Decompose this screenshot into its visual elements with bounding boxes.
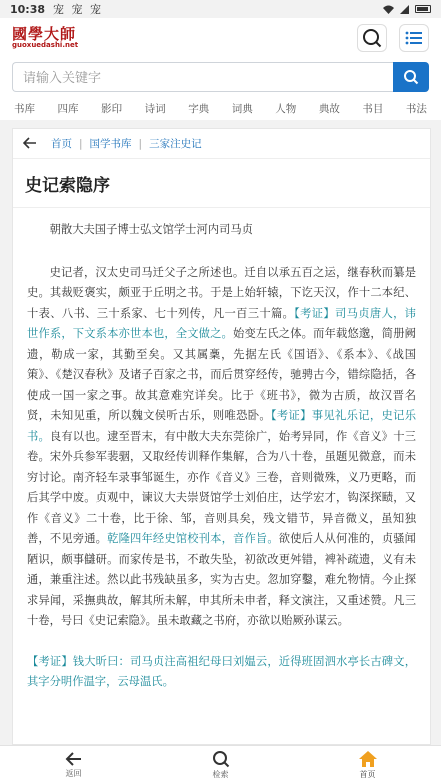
nav-home-button[interactable]	[294, 746, 441, 783]
breadcrumb-separator: |	[138, 137, 143, 150]
breadcrumb-separator: |	[79, 137, 83, 150]
category-shufa[interactable]: 书法	[405, 102, 427, 115]
menu-button[interactable]	[399, 24, 429, 52]
breadcrumb-home[interactable]: 首页	[51, 138, 72, 150]
header-search-button[interactable]	[357, 24, 387, 52]
category-nav	[0, 96, 441, 120]
page-title: 史记索隐序	[13, 159, 430, 208]
article-content	[13, 208, 430, 693]
status-bar	[0, 0, 441, 18]
nav-search-button[interactable]	[147, 746, 294, 783]
category-cidian[interactable]: 词典	[231, 102, 253, 115]
category-renwu[interactable]: 人物	[275, 102, 297, 115]
nav-search-label: 检索	[212, 769, 229, 779]
logo-text: 國學大師	[12, 25, 77, 43]
search-icon	[362, 28, 382, 48]
search-icon	[212, 750, 230, 768]
search-submit-button[interactable]	[393, 62, 429, 92]
breadcrumb-book[interactable]: 三家注史记	[149, 138, 202, 150]
annotation-link[interactable]: 乾隆四年经史馆校刊本，音作旨。	[107, 532, 279, 545]
search-bar	[0, 58, 441, 96]
category-yingyin[interactable]: 影印	[101, 102, 123, 115]
paragraph-text: 史记者，汉太史司马迁父子之所述也。迁自以承五百之运，继春秋而纂是史。其裁贬褒实，颇亚于丘明之书。于是上始轩辕，下讫天汉，作十二本纪、十表、八书、三十系家、七十列传，凡一百三十篇。	[27, 265, 416, 320]
paragraph-text: 良有以也。逮至晋末，有中散大夫东莞徐广，始考异同，作《音义》十三卷。宋外兵参军裴骃，又取经传训释作集解，合为八十卷，虽题见微意，而未穷讨论。南齐轻车录事邹诞生，亦作《音义》三卷，音则微殊，义乃更略，而后其学中废。贞观中，谏议大夫崇贤馆学士刘伯庄，达学宏才，钩深探赜，又作《音义》二十卷，比于徐、邹，音则具矣，残文错节，异音微义，虽知独善，不见旁通。	[27, 429, 416, 545]
paragraph	[27, 263, 416, 632]
back-arrow-icon[interactable]	[23, 134, 39, 153]
top-bar	[0, 18, 441, 58]
bottom-nav	[0, 745, 441, 783]
search-input[interactable]	[12, 62, 393, 92]
nav-home-label: 首页	[359, 769, 376, 779]
article-card	[12, 128, 431, 745]
annotation-link[interactable]: 【考证】司马贞唐人，讳世作系，下文系本亦世本也，全文做之。	[27, 306, 416, 340]
paragraph-text: 欲使后人从何准的，贞骚闻陋识，颇事讎研。而家传是书，不敢失坠，初欲改更舛错，裨补疏遗，义有未通，兼重注述。然以此书残缺虽多，实为古史。忽加穿鑿，难允物情。今止探求异闻，采撫典故，解其所未解，申其所未申者，释文演注，又重述赞。凡三十卷，号曰《史记索隐》。虽未敢藏之书府，亦欲以贻厥孙谋云。	[27, 532, 416, 627]
logo-domain: guoxuedashi.net	[12, 41, 79, 49]
breadcrumb	[13, 129, 430, 159]
site-logo[interactable]	[12, 27, 78, 49]
signal-icon	[400, 5, 409, 14]
annotation-paragraph[interactable]: 【考证】钱大昕曰：司马贞注高祖纪母曰刘媪云，近得班固泗水亭长古碑文，其字分明作温字，云母温氏。	[27, 654, 416, 688]
battery-icon	[415, 5, 431, 13]
system-icons	[383, 5, 431, 14]
category-shuku[interactable]: 书库	[14, 102, 35, 115]
wifi-icon	[383, 5, 394, 14]
category-siku[interactable]: 四库	[57, 102, 79, 115]
nav-back-label: 返回	[65, 768, 82, 778]
category-zidian[interactable]: 字典	[188, 102, 210, 115]
category-shici[interactable]: 诗词	[144, 102, 166, 115]
menu-list-icon	[405, 30, 423, 46]
nav-back-button[interactable]	[0, 746, 147, 783]
category-shumu[interactable]: 书目	[362, 102, 384, 115]
paragraph-text: 始变左氏之体。而年载悠邈，简册阙遗，勒成一家，其勤至矣。又其属稾，先据左氏《国语》、《系本》、《战国策》、《楚汉春秋》及诸子百家之书，而后贯穿经传，驰骋古今，错综隐括，各使成一国一家之事。故其意难究详矣。比于《班书》，微为古质，故汉晋名贤，未知见重，所以魏文侯听古乐，则唯恐卧。	[27, 327, 416, 422]
home-icon	[358, 750, 378, 768]
category-diangu[interactable]: 典故	[318, 102, 340, 115]
notification-icons: 宠 宠 宠	[53, 3, 104, 16]
author-line: 朝散大夫国子博士弘文馆学士河内司马贞	[49, 223, 253, 236]
status-time: 10:38	[10, 2, 46, 16]
breadcrumb-library[interactable]: 国学书库	[89, 138, 132, 150]
search-icon	[403, 69, 419, 85]
annotation-link[interactable]: 【考证】事见礼乐记，史记乐书。	[27, 409, 416, 443]
back-arrow-icon	[65, 751, 83, 767]
